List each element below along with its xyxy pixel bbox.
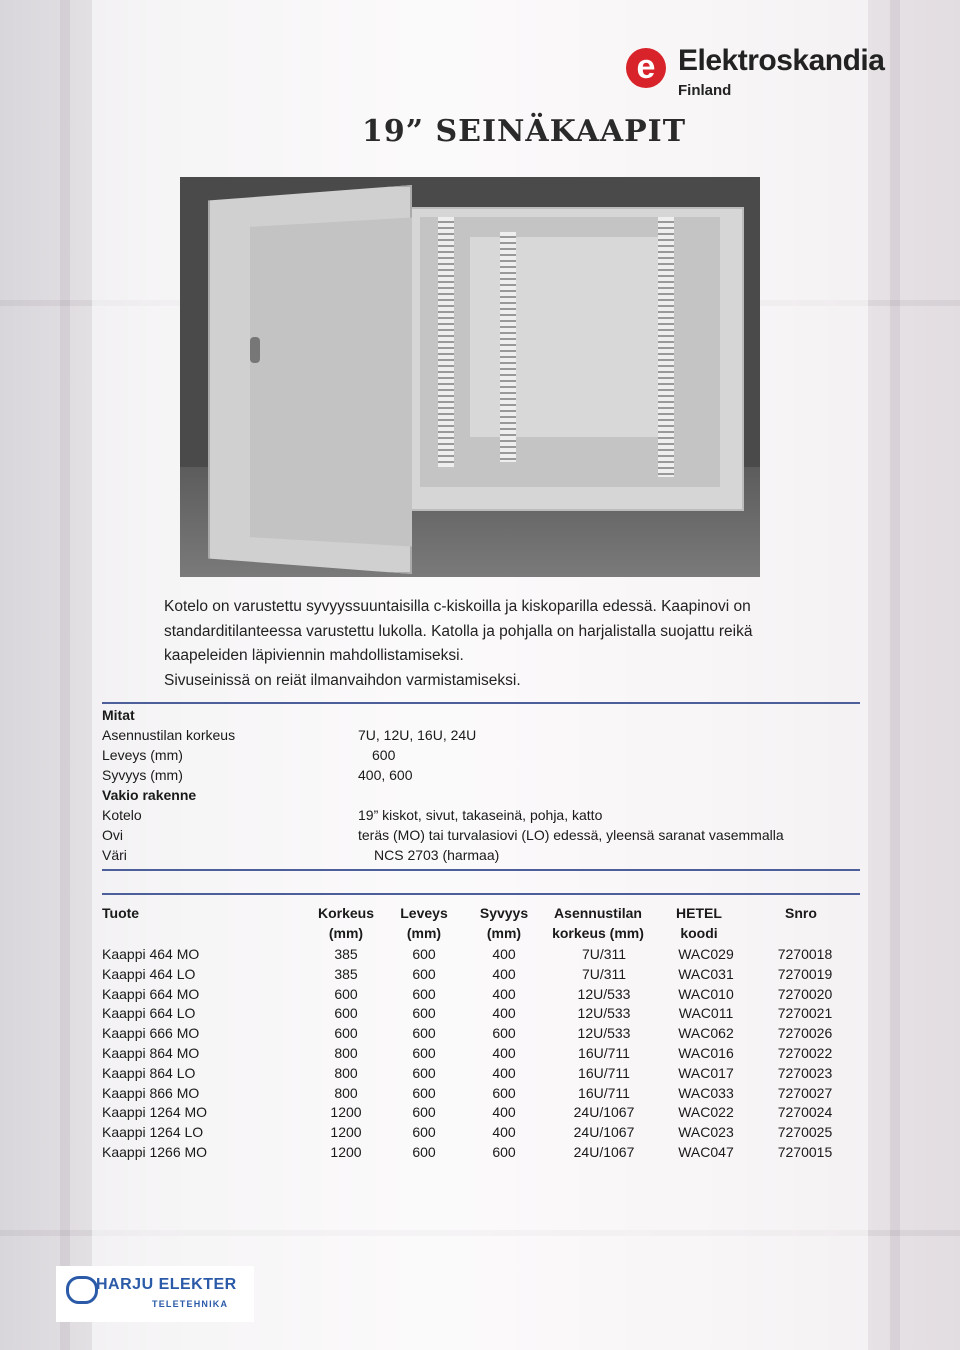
description-line: standarditilanteessa varustettu lukolla. Katolla ja pohjalla on harjalistalla suojattu reikä: [164, 622, 753, 640]
cell-hetel: WAC010: [678, 985, 734, 1002]
elektroskandia-logo: [626, 42, 916, 102]
spec-label: Asennustilan korkeus: [102, 727, 236, 743]
cell-product: Kaappi 464 LO: [102, 965, 196, 982]
cell-syvyys: 400: [492, 946, 516, 962]
spec-value: 7U, 12U, 16U, 24U: [358, 727, 477, 743]
cell-korkeus: 800: [334, 1084, 358, 1101]
harju-sub: TELETEHNIKA: [152, 1299, 229, 1309]
spec-value: NCS 2703 (harmaa): [374, 847, 500, 863]
vakio-heading: Vakio rakenne: [102, 787, 197, 803]
description-line: Kotelo on varustettu syvyyssuuntaisilla c-kiskoilla ja kiskoparilla edessä. Kaapinovi on: [164, 598, 751, 615]
cell-snro: 7270024: [777, 1104, 833, 1121]
table-row: [0, 1102, 960, 1122]
spec-label: Väri: [102, 847, 127, 863]
cell-syvyys: 400: [492, 1104, 516, 1121]
section-divider: [102, 893, 860, 895]
cell-snro: 7270020: [777, 985, 833, 1002]
spec-label: Ovi: [102, 827, 123, 843]
brand-country: Finland: [678, 82, 732, 99]
table-row: [0, 1023, 960, 1043]
cell-snro: 7270021: [777, 1005, 833, 1022]
cell-product: Kaappi 664 MO: [102, 985, 200, 1002]
cell-leveys: 600: [412, 1064, 436, 1081]
spec-value: 19” kiskot, sivut, takaseinä, pohja, katto: [358, 807, 603, 823]
harju-elekter-logo: [56, 1266, 254, 1322]
spec-label: Kotelo: [102, 807, 142, 823]
cell-syvyys: 400: [492, 985, 516, 1002]
harju-mark-icon: [66, 1276, 98, 1304]
table-row: [0, 1043, 960, 1063]
cell-snro: 7270015: [777, 1144, 833, 1160]
cell-korkeus: 600: [334, 985, 358, 1002]
cell-snro: 7270025: [777, 1124, 833, 1141]
cell-snro: 7270019: [777, 965, 833, 982]
table-row: [0, 1142, 960, 1162]
lock-icon: [250, 337, 260, 363]
cell-asennustilan: 7U/311: [581, 965, 627, 982]
cell-korkeus: 385: [334, 946, 358, 962]
cell-product: Kaappi 864 MO: [102, 1045, 200, 1061]
brand-e-icon: e: [626, 48, 666, 88]
cell-syvyys: 400: [492, 1064, 516, 1081]
cell-leveys: 600: [412, 1124, 436, 1141]
cell-leveys: 600: [412, 946, 436, 962]
cell-product: Kaappi 664 LO: [102, 1005, 196, 1022]
col-header-asennustilan: Asennustilan korkeus (mm): [552, 905, 644, 941]
cell-hetel: WAC023: [678, 1124, 734, 1141]
cell-asennustilan: 7U/311: [581, 946, 627, 962]
description-line: Sivuseinissä on reiät ilmanvaihdon varmistamiseksi.: [164, 671, 521, 689]
cell-syvyys: 400: [492, 1124, 516, 1141]
cell-product: Kaappi 1264 LO: [102, 1124, 204, 1141]
col-header-syvyys: Syvyys (mm): [479, 905, 529, 941]
cell-hetel: WAC011: [678, 1005, 734, 1022]
cell-hetel: WAC062: [678, 1025, 734, 1042]
cell-product: Kaappi 864 LO: [102, 1064, 196, 1081]
cell-korkeus: 800: [334, 1045, 358, 1061]
cell-hetel: WAC047: [678, 1144, 734, 1160]
cell-product: Kaappi 1264 MO: [102, 1104, 208, 1121]
cell-korkeus: 600: [334, 1025, 358, 1042]
cell-asennustilan: 24U/1067: [573, 1104, 635, 1121]
cell-asennustilan: 16U/711: [578, 1084, 630, 1101]
table-row: [0, 1063, 960, 1083]
brand-name: Elektroskandia: [678, 44, 885, 77]
description-line: kaapeleiden läpiviennin mahdollistamiseksi.: [164, 647, 464, 664]
cell-korkeus: 800: [334, 1064, 358, 1081]
cell-asennustilan: 16U/711: [578, 1045, 630, 1061]
cell-product: Kaappi 1266 MO: [102, 1144, 208, 1160]
cell-snro: 7270027: [777, 1084, 833, 1101]
cell-asennustilan: 12U/533: [577, 1025, 631, 1042]
page-title: 19” SEINÄKAAPIT: [362, 114, 687, 149]
cell-asennustilan: 24U/1067: [573, 1124, 635, 1141]
cell-leveys: 600: [412, 985, 436, 1002]
cell-leveys: 600: [412, 1045, 436, 1061]
table-row: [0, 964, 960, 984]
cell-hetel: WAC031: [678, 965, 734, 982]
table-row: [0, 1003, 960, 1023]
cell-hetel: WAC033: [678, 1084, 734, 1101]
cell-leveys: 600: [412, 965, 436, 982]
spec-value: 400, 600: [358, 767, 413, 783]
cell-snro: 7270023: [777, 1064, 833, 1081]
col-header-tuote: Tuote: [102, 905, 140, 921]
col-header-korkeus: Korkeus (mm): [317, 905, 375, 941]
cell-hetel: WAC017: [678, 1064, 734, 1081]
cell-product: Kaappi 464 MO: [102, 946, 200, 962]
cell-product: Kaappi 666 MO: [102, 1025, 200, 1042]
table-row: [0, 944, 960, 964]
cell-snro: 7270018: [777, 946, 833, 962]
cell-syvyys: 400: [492, 1045, 516, 1061]
cell-korkeus: 1200: [330, 1124, 362, 1141]
cell-snro: 7270026: [777, 1025, 833, 1042]
cabinet-door: [208, 185, 412, 574]
col-header-leveys: Leveys (mm): [400, 905, 448, 941]
spec-label: Syvyys (mm): [102, 767, 183, 783]
cell-korkeus: 385: [334, 965, 358, 982]
cell-asennustilan: 12U/533: [577, 985, 631, 1002]
harju-name: HARJU ELEKTER: [96, 1276, 237, 1293]
cell-asennustilan: 16U/711: [578, 1064, 630, 1081]
cell-syvyys: 400: [492, 1005, 516, 1022]
cell-leveys: 600: [412, 1084, 436, 1101]
cell-leveys: 600: [412, 1104, 436, 1121]
spec-value: 600: [372, 747, 396, 763]
cell-syvyys: 600: [492, 1084, 516, 1101]
cell-product: Kaappi 866 MO: [102, 1084, 200, 1101]
section-divider: [102, 869, 860, 871]
cell-leveys: 600: [412, 1025, 436, 1042]
cell-syvyys: 600: [492, 1025, 516, 1042]
section-divider: [102, 702, 860, 704]
cell-syvyys: 600: [492, 1144, 516, 1160]
cell-syvyys: 400: [492, 965, 516, 982]
cell-leveys: 600: [412, 1144, 436, 1160]
cell-korkeus: 1200: [330, 1104, 362, 1121]
cell-hetel: WAC022: [678, 1104, 734, 1121]
cell-snro: 7270022: [777, 1045, 833, 1061]
col-header-hetel: HETEL koodi: [676, 905, 722, 941]
table-row: [0, 984, 960, 1004]
col-header-snro: Snro: [785, 905, 817, 921]
spec-value: teräs (MO) tai turvalasiovi (LO) edessä, yleensä saranat vasemmalla: [358, 827, 784, 843]
cell-korkeus: 600: [334, 1005, 358, 1022]
spec-label: Leveys (mm): [102, 747, 183, 763]
product-description: [164, 595, 844, 693]
table-row: [0, 1122, 960, 1142]
cell-leveys: 600: [412, 1005, 436, 1022]
cell-hetel: WAC029: [678, 946, 734, 962]
cabinet-photo: [180, 177, 760, 577]
mitat-heading: Mitat: [102, 707, 135, 723]
table-row: [0, 1083, 960, 1103]
cell-asennustilan: 24U/1067: [573, 1144, 635, 1160]
cell-hetel: WAC016: [678, 1045, 734, 1061]
cell-korkeus: 1200: [330, 1144, 362, 1160]
cell-asennustilan: 12U/533: [577, 1005, 631, 1022]
